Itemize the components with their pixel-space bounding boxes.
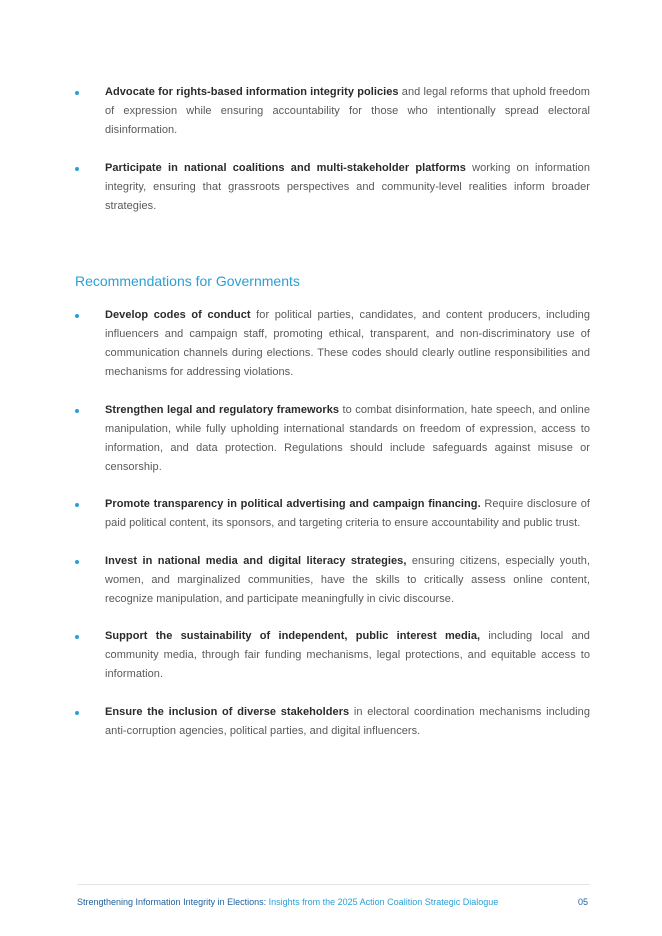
- item-text: working on information integrity, ensuring that grassroots perspectives and community-level realities inform broader strategies.: [105, 162, 591, 212]
- top-bullet-list: [75, 83, 590, 216]
- item-bold-lead: Strengthen legal and regulatory frameworks: [105, 403, 340, 416]
- bullet-dot-icon: [75, 711, 79, 715]
- bullet-dot-icon: [75, 635, 79, 639]
- list-item: [75, 703, 590, 741]
- footer-subtitle: Insights from the 2025 Action Coalition Strategic Dialogue: [266, 897, 499, 907]
- bullet-dot-icon: [75, 314, 79, 318]
- bullet-dot-icon: [75, 167, 79, 171]
- item-bold-lead: Advocate for rights-based information integrity policies: [105, 86, 399, 98]
- page-footer: [77, 896, 590, 908]
- bullet-dot-icon: [75, 560, 79, 564]
- item-bold-lead: Develop codes of conduct: [105, 309, 251, 321]
- section-heading: Recommendations for Governments: [75, 273, 300, 289]
- item-bold-lead: Support the sustainability of independent, public interest media,: [105, 630, 481, 642]
- item-text: to combat disinformation, hate speech, and online manipulation, while fully upholding international standards on freedom of expression, access to information, and data protection. Regulations should include safeguards against misuse or censorship.: [105, 403, 590, 473]
- list-item: [75, 552, 590, 609]
- list-item: [75, 401, 590, 477]
- page-number: 05: [577, 897, 588, 907]
- bullet-dot-icon: [75, 409, 79, 413]
- item-bold-lead: Ensure the inclusion of diverse stakeholders: [105, 705, 350, 718]
- item-text: in electoral coordination mechanisms including anti-corruption agencies, political parties, and digital influencers.: [105, 705, 590, 737]
- item-text: ensuring citizens, especially youth, women, and marginalized communities, have the skills to critically assess online content, recognize manipulation, and participate meaningfully in civic discourse.: [105, 554, 590, 605]
- item-bold-lead: Promote transparency in political advertising and campaign financing.: [105, 498, 481, 510]
- item-text: and legal reforms that uphold freedom of expression while ensuring accountability for those who intentionally spread electoral disinformation.: [105, 86, 590, 136]
- footer-title: Strengthening Information Integrity in Elections:: [77, 897, 267, 907]
- item-bold-lead: Participate in national coalitions and multi-stakeholder platforms: [105, 162, 466, 174]
- list-item: [75, 495, 590, 533]
- list-item: [75, 159, 590, 216]
- list-item: [75, 83, 590, 140]
- bullet-dot-icon: [75, 503, 79, 507]
- list-item: [75, 627, 590, 684]
- item-text: for political parties, candidates, and content producers, including influencers and campaign staff, promoting ethical, transparent, and non-discriminatory use of communication channels during elections. These codes should clearly outline responsibilities and mechanisms for addressing violations.: [105, 309, 591, 378]
- item-text: including local and community media, through fair funding mechanisms, legal protections, and equitable access to information.: [105, 630, 590, 680]
- list-item: [75, 306, 590, 382]
- footer-divider: [77, 884, 590, 885]
- item-bold-lead: Invest in national media and digital literacy strategies,: [105, 554, 407, 567]
- item-text: Require disclosure of paid political content, its sponsors, and targeting criteria to ensure accountability and public trust.: [105, 498, 590, 529]
- government-recommendations-list: [75, 306, 590, 741]
- bullet-dot-icon: [75, 91, 79, 95]
